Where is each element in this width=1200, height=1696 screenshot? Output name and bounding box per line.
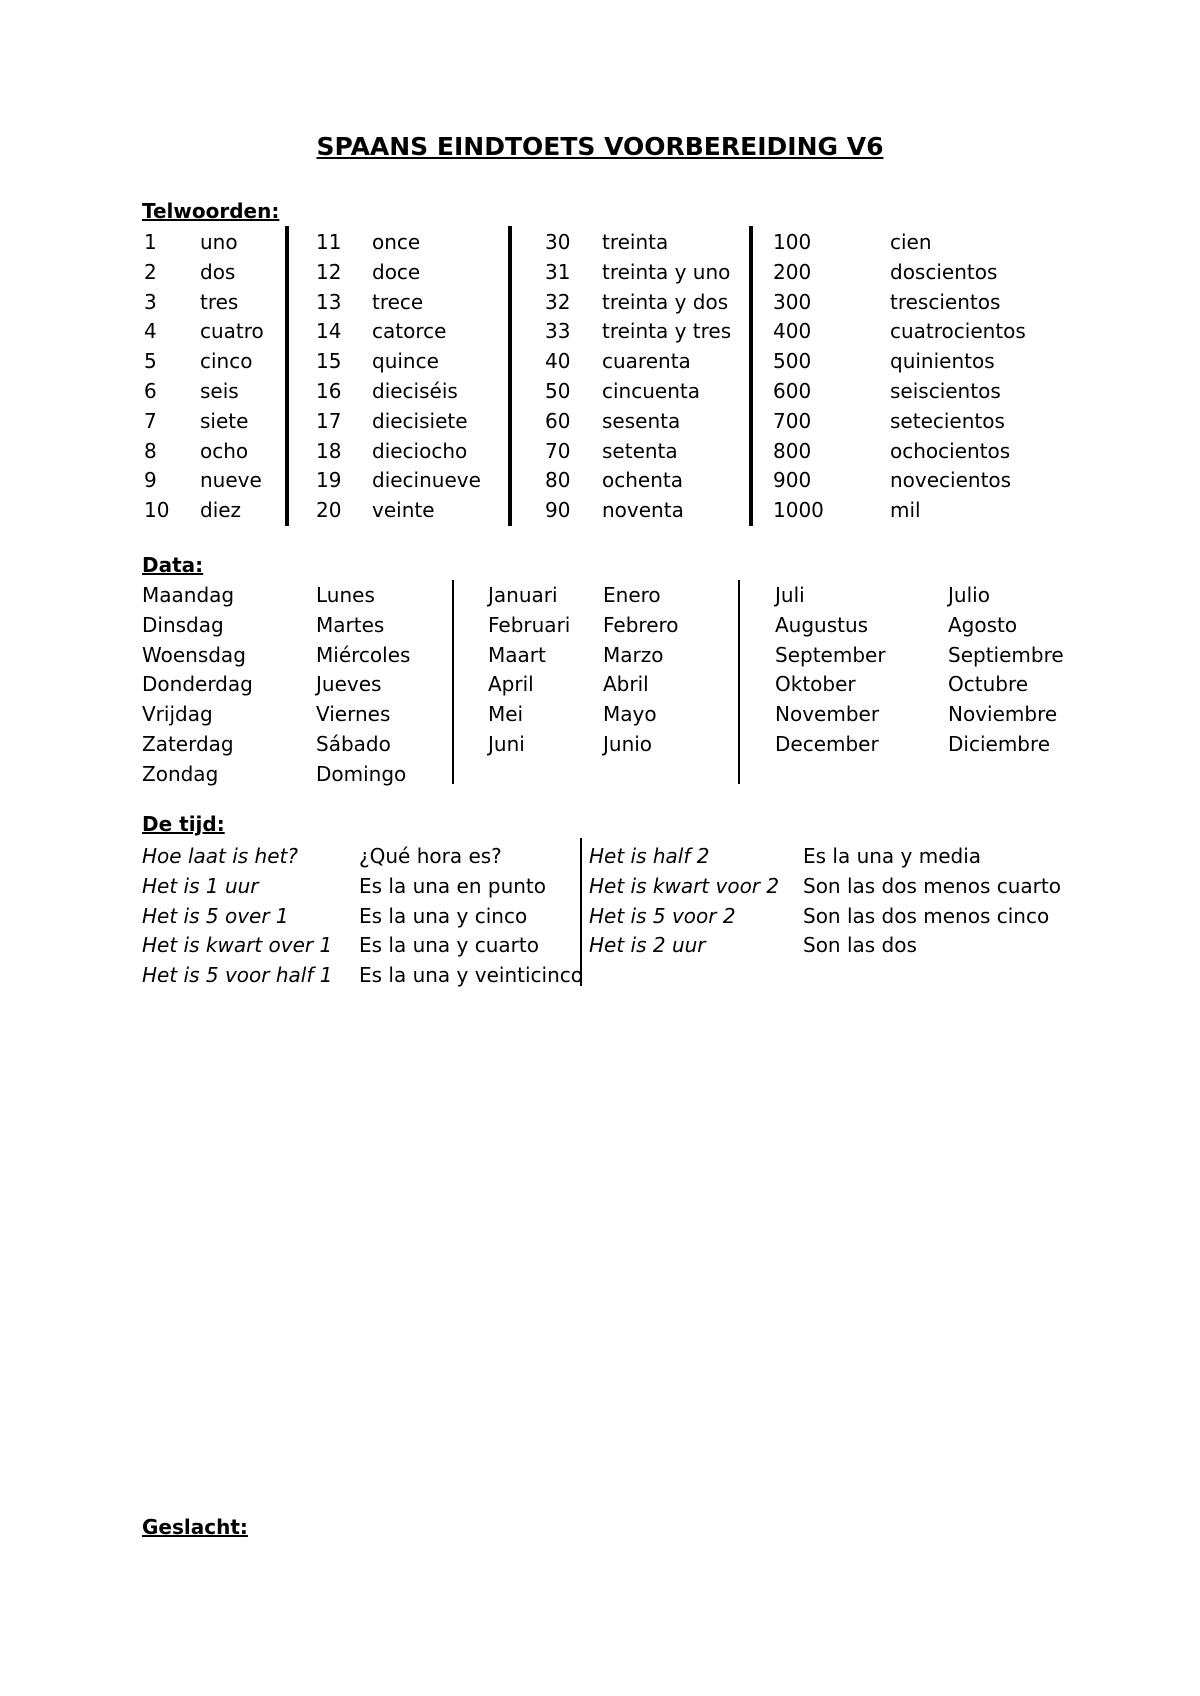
number-digit: 70: [545, 438, 571, 463]
month-spanish: Noviembre: [948, 702, 1058, 727]
month-spanish: Julio: [948, 583, 990, 607]
column-divider: [452, 580, 454, 784]
number-word: novecientos: [890, 468, 1012, 493]
number-digit: 33: [545, 319, 571, 344]
number-digit: 12: [316, 259, 342, 284]
number-digit: 2: [144, 259, 157, 284]
section-heading-de-tijd: De tijd:: [142, 812, 225, 836]
number-digit: 13: [316, 289, 342, 314]
number-digit: 20: [316, 498, 342, 523]
number-digit: 19: [316, 468, 342, 493]
number-digit: 500: [773, 349, 812, 374]
column-divider: [738, 580, 740, 784]
month-spanish: Abril: [603, 672, 649, 697]
number-word: dieciséis: [372, 379, 458, 403]
number-digit: 1000: [773, 498, 824, 523]
month-spanish: Diciembre: [948, 732, 1051, 756]
month-dutch: November: [775, 702, 880, 727]
page-title: SPAANS EINDTOETS VOORBEREIDING V6: [316, 132, 884, 161]
number-word: ochenta: [602, 468, 683, 493]
column-divider: [749, 226, 753, 526]
number-word: uno: [200, 230, 238, 254]
time-spanish: Es la una y cinco: [359, 903, 528, 928]
time-spanish: Es la una y media: [803, 844, 982, 868]
month-dutch: Februari: [488, 612, 571, 637]
time-dutch: Het is 5 over 1: [142, 903, 289, 928]
month-spanish: Septiembre: [948, 642, 1064, 667]
section-heading-geslacht: Geslacht:: [142, 1515, 248, 1539]
month-dutch: Oktober: [775, 672, 856, 697]
day-dutch: Vrijdag: [142, 702, 213, 727]
month-spanish: Enero: [603, 583, 661, 607]
number-digit: 18: [316, 438, 342, 463]
number-word: cuarenta: [602, 349, 691, 374]
number-word: cuatrocientos: [890, 319, 1026, 344]
number-word: tres: [200, 289, 239, 314]
time-dutch: Het is kwart over 1: [142, 933, 333, 958]
number-word: quince: [372, 349, 439, 374]
number-digit: 5: [144, 349, 157, 374]
number-word: treinta y uno: [602, 259, 731, 284]
number-word: ocho: [200, 438, 249, 463]
day-dutch: Woensdag: [142, 642, 246, 667]
number-digit: 6: [144, 379, 157, 403]
number-word: doscientos: [890, 259, 998, 284]
month-spanish: Mayo: [603, 702, 657, 727]
number-word: catorce: [372, 319, 447, 344]
month-dutch: Juni: [488, 732, 525, 756]
number-digit: 100: [773, 230, 812, 254]
number-word: sesenta: [602, 408, 681, 433]
month-dutch: Januari: [488, 583, 558, 607]
time-spanish: Es la una en punto: [359, 873, 547, 898]
number-digit: 32: [545, 289, 571, 314]
number-digit: 800: [773, 438, 812, 463]
number-word: cincuenta: [602, 379, 700, 403]
time-spanish: ¿Qué hora es?: [359, 844, 502, 868]
number-word: veinte: [372, 498, 435, 523]
number-digit: 15: [316, 349, 342, 374]
day-dutch: Zaterdag: [142, 732, 234, 756]
number-word: treinta y dos: [602, 289, 729, 314]
month-spanish: Agosto: [948, 612, 1018, 637]
day-spanish: Domingo: [316, 761, 407, 786]
number-word: trescientos: [890, 289, 1001, 314]
month-dutch: Maart: [488, 642, 546, 667]
time-spanish: Es la una y cuarto: [359, 933, 539, 958]
time-spanish: Es la una y veinticinco: [359, 963, 583, 988]
time-dutch: Het is 1 uur: [142, 873, 259, 898]
number-digit: 17: [316, 408, 342, 433]
number-digit: 31: [545, 259, 571, 284]
number-digit: 8: [144, 438, 157, 463]
number-word: noventa: [602, 498, 684, 523]
time-spanish: Son las dos: [803, 933, 917, 958]
number-word: setecientos: [890, 408, 1005, 433]
number-digit: 3: [144, 289, 157, 314]
time-dutch: Het is 2 uur: [589, 933, 706, 958]
day-dutch: Donderdag: [142, 672, 253, 697]
number-digit: 10: [144, 498, 170, 523]
month-spanish: Marzo: [603, 642, 664, 667]
number-word: treinta y tres: [602, 319, 732, 344]
number-digit: 300: [773, 289, 812, 314]
time-dutch: Het is kwart voor 2: [589, 873, 780, 898]
number-digit: 200: [773, 259, 812, 284]
number-digit: 600: [773, 379, 812, 403]
number-word: setenta: [602, 438, 678, 463]
number-word: cinco: [200, 349, 253, 374]
number-word: dos: [200, 259, 236, 284]
number-digit: 700: [773, 408, 812, 433]
month-spanish: Octubre: [948, 672, 1029, 697]
number-digit: 900: [773, 468, 812, 493]
number-digit: 80: [545, 468, 571, 493]
number-word: diecinueve: [372, 468, 481, 493]
day-dutch: Dinsdag: [142, 612, 224, 637]
day-spanish: Sábado: [316, 732, 391, 756]
number-word: siete: [200, 408, 249, 433]
number-digit: 11: [316, 230, 342, 254]
month-dutch: April: [488, 672, 534, 697]
number-word: doce: [372, 259, 421, 284]
day-spanish: Lunes: [316, 583, 375, 607]
column-divider: [508, 226, 512, 526]
month-dutch: September: [775, 642, 886, 667]
number-word: diez: [200, 498, 242, 523]
number-word: ochocientos: [890, 438, 1011, 463]
time-dutch: Hoe laat is het?: [142, 844, 298, 868]
month-dutch: Augustus: [775, 612, 869, 637]
number-word: cien: [890, 230, 932, 254]
number-digit: 50: [545, 379, 571, 403]
number-digit: 60: [545, 408, 571, 433]
day-spanish: Miércoles: [316, 642, 411, 667]
number-digit: 400: [773, 319, 812, 344]
month-dutch: Mei: [488, 702, 524, 727]
month-dutch: December: [775, 732, 879, 756]
number-word: mil: [890, 498, 921, 523]
section-heading-data: Data:: [142, 553, 204, 577]
number-digit: 14: [316, 319, 342, 344]
number-word: diecisiete: [372, 408, 468, 433]
number-digit: 9: [144, 468, 157, 493]
number-word: treinta: [602, 230, 669, 254]
number-word: trece: [372, 289, 424, 314]
time-spanish: Son las dos menos cuarto: [803, 873, 1061, 898]
number-word: once: [372, 230, 421, 254]
number-digit: 30: [545, 230, 571, 254]
number-word: cuatro: [200, 319, 264, 344]
time-dutch: Het is 5 voor half 1: [142, 963, 333, 988]
section-heading-telwoorden: Telwoorden:: [142, 199, 280, 223]
number-word: seis: [200, 379, 239, 403]
number-word: nueve: [200, 468, 262, 493]
day-spanish: Jueves: [316, 672, 382, 697]
time-spanish: Son las dos menos cinco: [803, 903, 1050, 928]
number-digit: 90: [545, 498, 571, 523]
number-digit: 7: [144, 408, 157, 433]
number-digit: 1: [144, 230, 157, 254]
number-word: seiscientos: [890, 379, 1001, 403]
number-digit: 40: [545, 349, 571, 374]
month-spanish: Junio: [603, 732, 653, 756]
month-dutch: Juli: [775, 583, 805, 607]
month-spanish: Febrero: [603, 612, 679, 637]
day-dutch: Zondag: [142, 761, 219, 786]
number-digit: 4: [144, 319, 157, 344]
column-divider: [285, 226, 289, 526]
day-dutch: Maandag: [142, 583, 235, 607]
time-dutch: Het is 5 voor 2: [589, 903, 736, 928]
number-word: quinientos: [890, 349, 995, 374]
day-spanish: Viernes: [316, 702, 391, 727]
number-digit: 16: [316, 379, 342, 403]
day-spanish: Martes: [316, 612, 385, 637]
number-word: dieciocho: [372, 438, 468, 463]
time-dutch: Het is half 2: [589, 844, 710, 868]
